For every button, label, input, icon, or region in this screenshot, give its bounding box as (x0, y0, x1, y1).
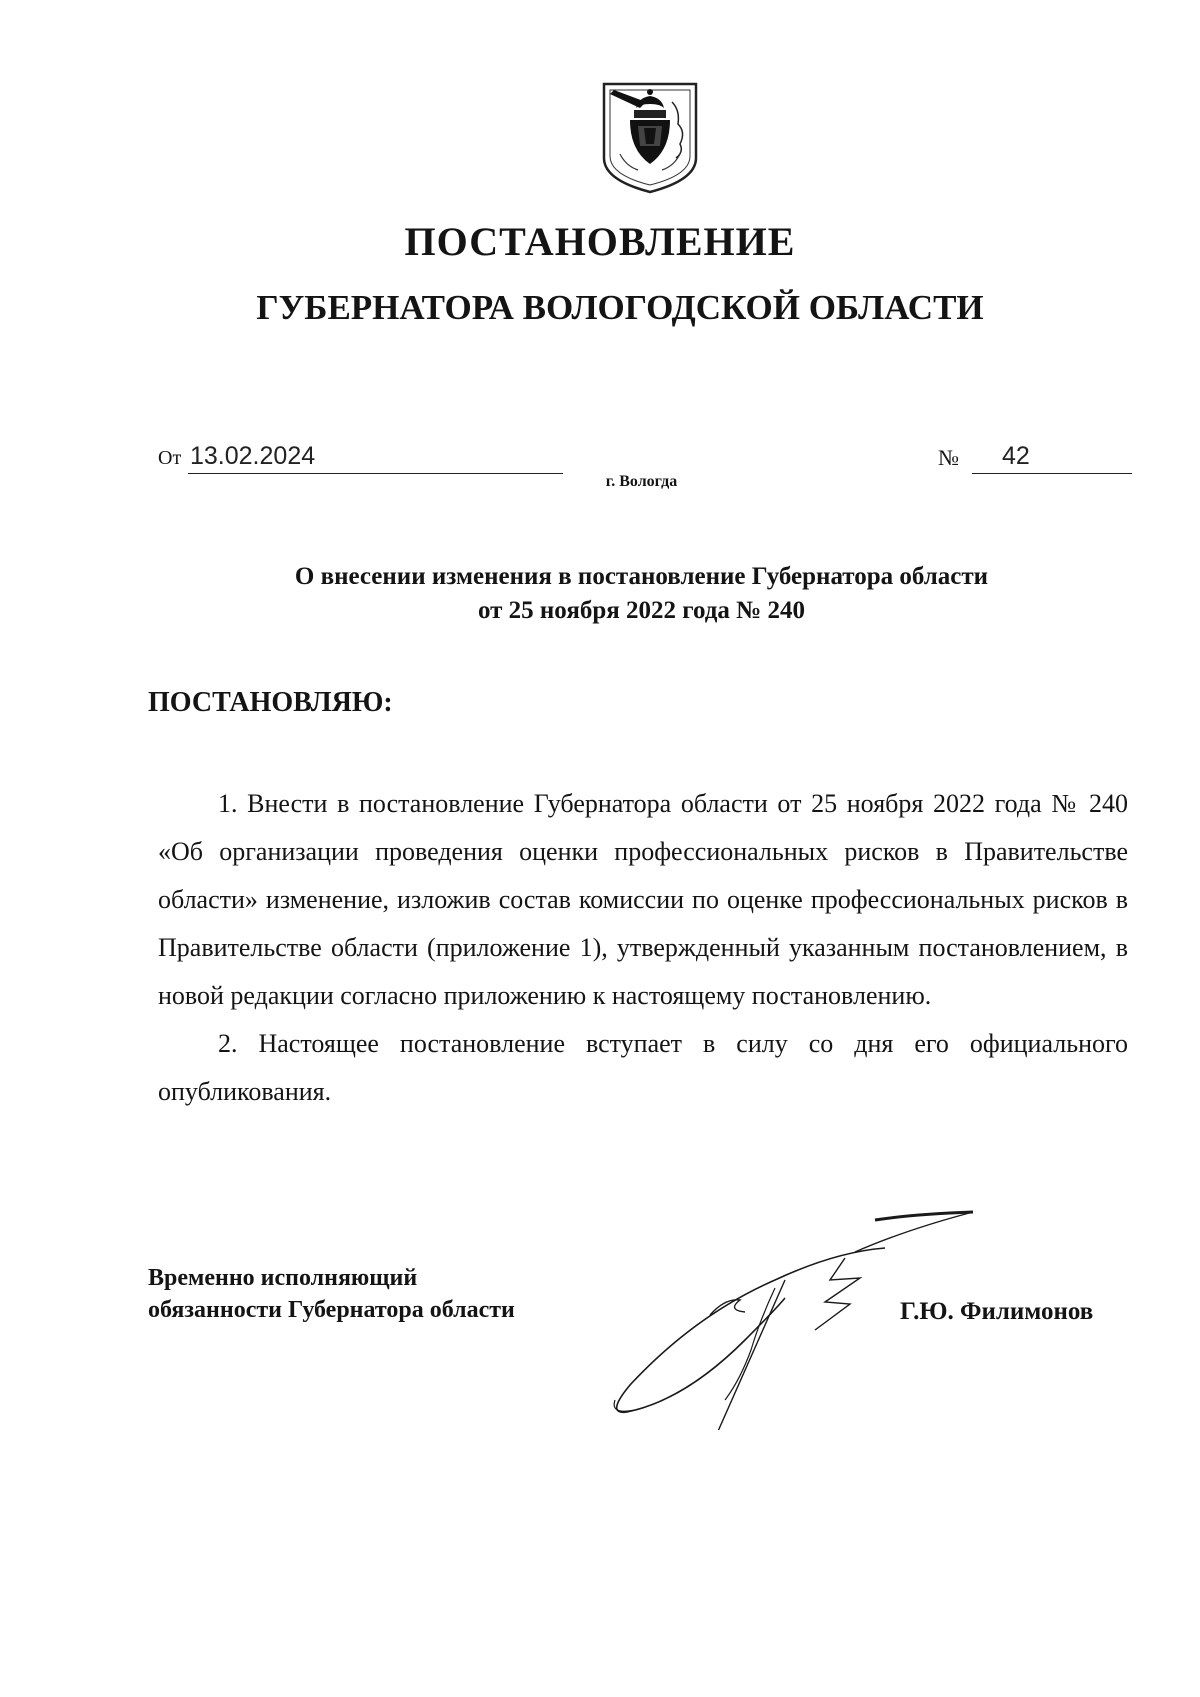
document-subtitle: ГУБЕРНАТОРА ВОЛОГОДСКОЙ ОБЛАСТИ (256, 288, 984, 327)
city-label: г. Вологда (605, 473, 678, 490)
signatory-position-line-2: обязанности Губернатора области (148, 1297, 515, 1323)
date-prefix: От (158, 447, 182, 469)
date-value: 13.02.2024 (190, 442, 316, 470)
signatory-name: Г.Ю. Филимонов (900, 1298, 1094, 1325)
subject-line-1: О внесении изменения в постановление Губернатора области (294, 563, 989, 590)
document-subject (0, 560, 1200, 628)
number-prefix: № (938, 445, 959, 470)
document-title: ПОСТАНОВЛЕНИЕ (404, 219, 796, 264)
number-value: 42 (1002, 442, 1030, 470)
signatory-position (148, 1262, 515, 1326)
body-paragraph-1: 1. Внести в постановление Губернатора области от 25 ноября 2022 года № 240 «Об организации проведения оценки профессиональных рисков в Правительстве области» изменение, изложив состав комиссии по оценке профессиональных рисков в Правительстве области (приложение 1), утвержденный указанным постановлением, в новой редакции согласно приложению к настоящему постановлению. (158, 789, 1128, 1010)
signatory-position-line-1: Временно исполняющий (148, 1265, 418, 1291)
coat-of-arms-icon (600, 80, 700, 196)
body-paragraph-2: 2. Настоящее постановление вступает в силу со дня его официального опубликования. (158, 1029, 1128, 1106)
number-underline (972, 442, 1132, 474)
subject-line-2: от 25 ноября 2022 года № 240 (477, 597, 806, 624)
decree-heading: ПОСТАНОВЛЯЮ: (148, 687, 393, 718)
document-body (158, 780, 1128, 1116)
